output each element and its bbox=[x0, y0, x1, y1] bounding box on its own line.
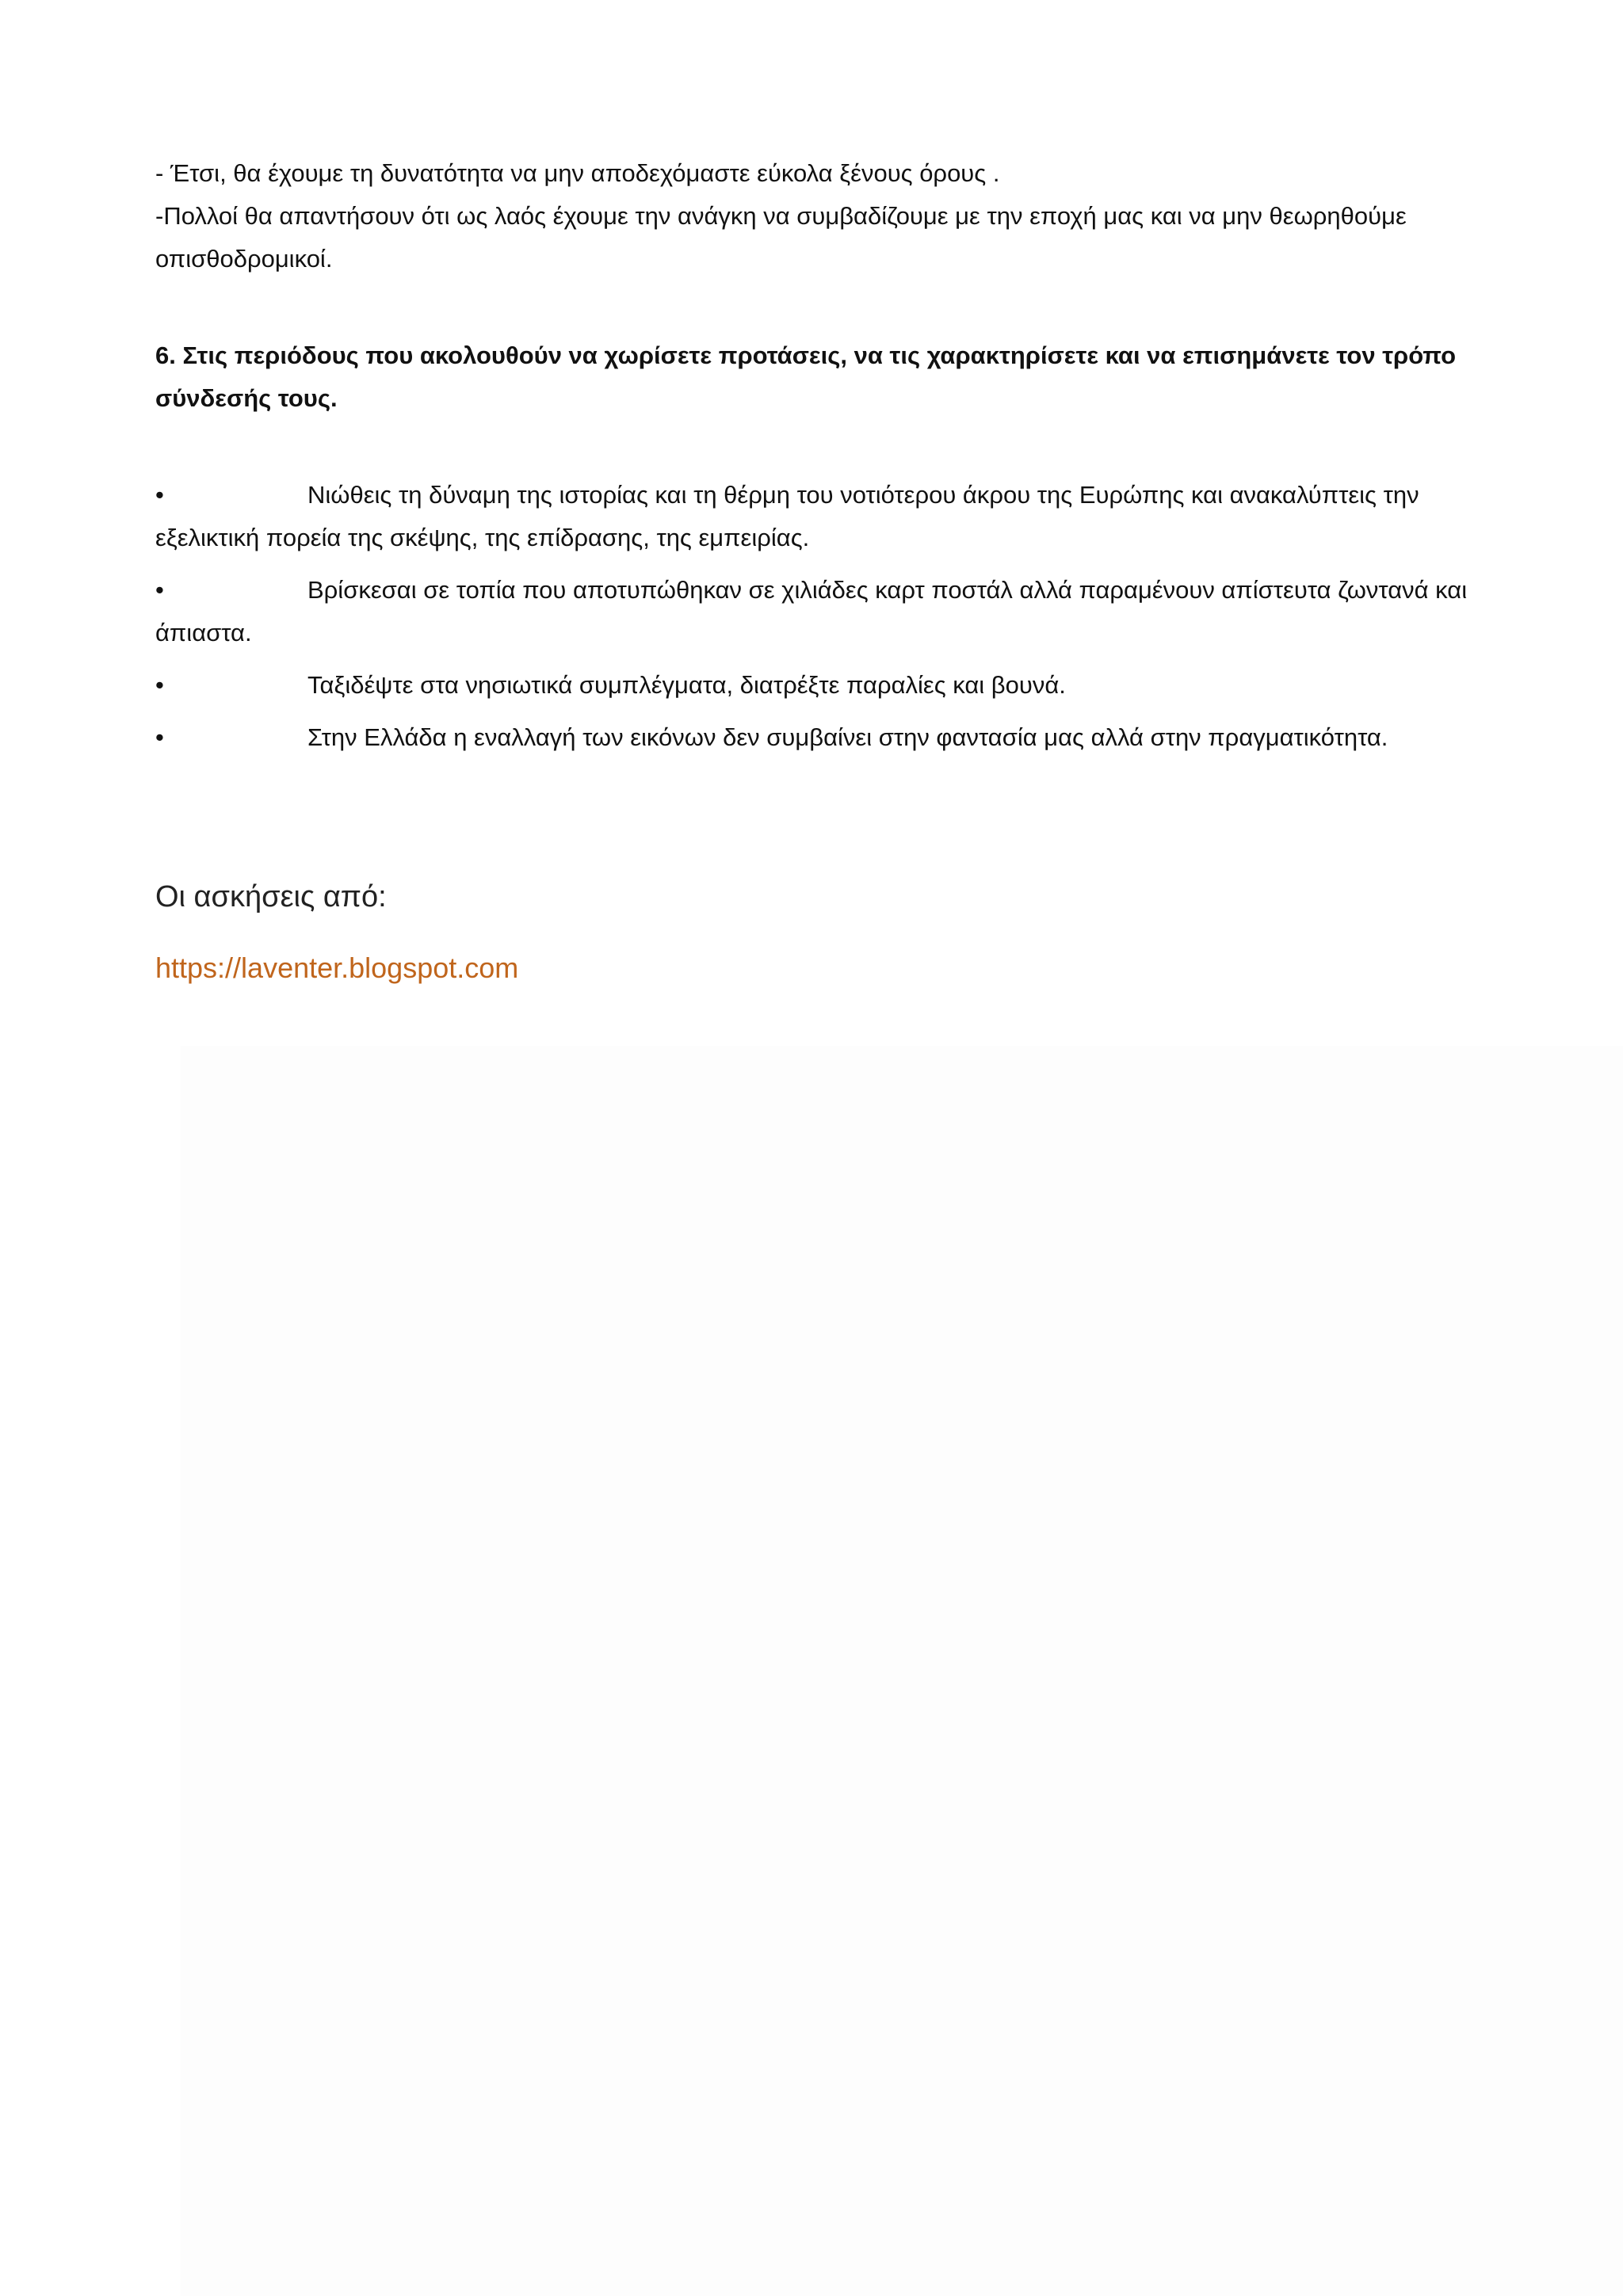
list-item-text: Βρίσκεσαι σε τοπία που αποτυπώθηκαν σε χιλιάδες καρτ ποστάλ αλλά παραμένουν απίστευτα ζωντανά και άπιαστα. bbox=[155, 576, 1468, 646]
intro-line-2: -Πολλοί θα απαντήσουν ότι ως λαός έχουμε την ανάγκη να συμβαδίζουμε με την εποχή μας και να μην θεωρηθούμε οπισθοδρομικοί. bbox=[155, 202, 1407, 273]
bullet-icon: • bbox=[155, 671, 164, 699]
list-item bbox=[155, 664, 1487, 707]
document-body bbox=[155, 152, 1487, 992]
bullet-icon: • bbox=[155, 723, 164, 751]
source-label: Οι ασκήσεις από: bbox=[155, 880, 387, 913]
source-link[interactable]: https://laventer.blogspot.com bbox=[155, 952, 519, 984]
list-item-text: Ταξιδέψτε στα νησιωτικά συμπλέγματα, διατρέξτε παραλίες και βουνά. bbox=[307, 671, 1066, 699]
bullet-icon: • bbox=[155, 481, 164, 509]
sentence-list bbox=[155, 474, 1487, 759]
page-background-panel bbox=[181, 1046, 1623, 2296]
list-item bbox=[155, 569, 1487, 654]
list-item bbox=[155, 474, 1487, 559]
exercise-question-heading: 6. Στις περιόδους που ακολουθούν να χωρίσετε προτάσεις, να τις χαρακτηρίσετε και να επισημάνετε τον τρόπο σύνδεσής τους. bbox=[155, 341, 1457, 412]
list-item bbox=[155, 716, 1487, 759]
list-item-text: Νιώθεις τη δύναμη της ιστορίας και τη θέρμη του νοτιότερου άκρου της Ευρώπης και ανακαλύπτεις την εξελικτική πορεία της σκέψης, της επίδρασης, της εμπειρίας. bbox=[155, 481, 1419, 551]
bullet-icon: • bbox=[155, 576, 164, 604]
intro-line-1: - Έτσι, θα έχουμε τη δυνατότητα να μην αποδεχόμαστε εύκολα ξένους όρους . bbox=[155, 159, 1000, 187]
list-item-text: Στην Ελλάδα η εναλλαγή των εικόνων δεν συμβαίνει στην φαντασία μας αλλά στην πραγματικότητα. bbox=[307, 723, 1388, 751]
